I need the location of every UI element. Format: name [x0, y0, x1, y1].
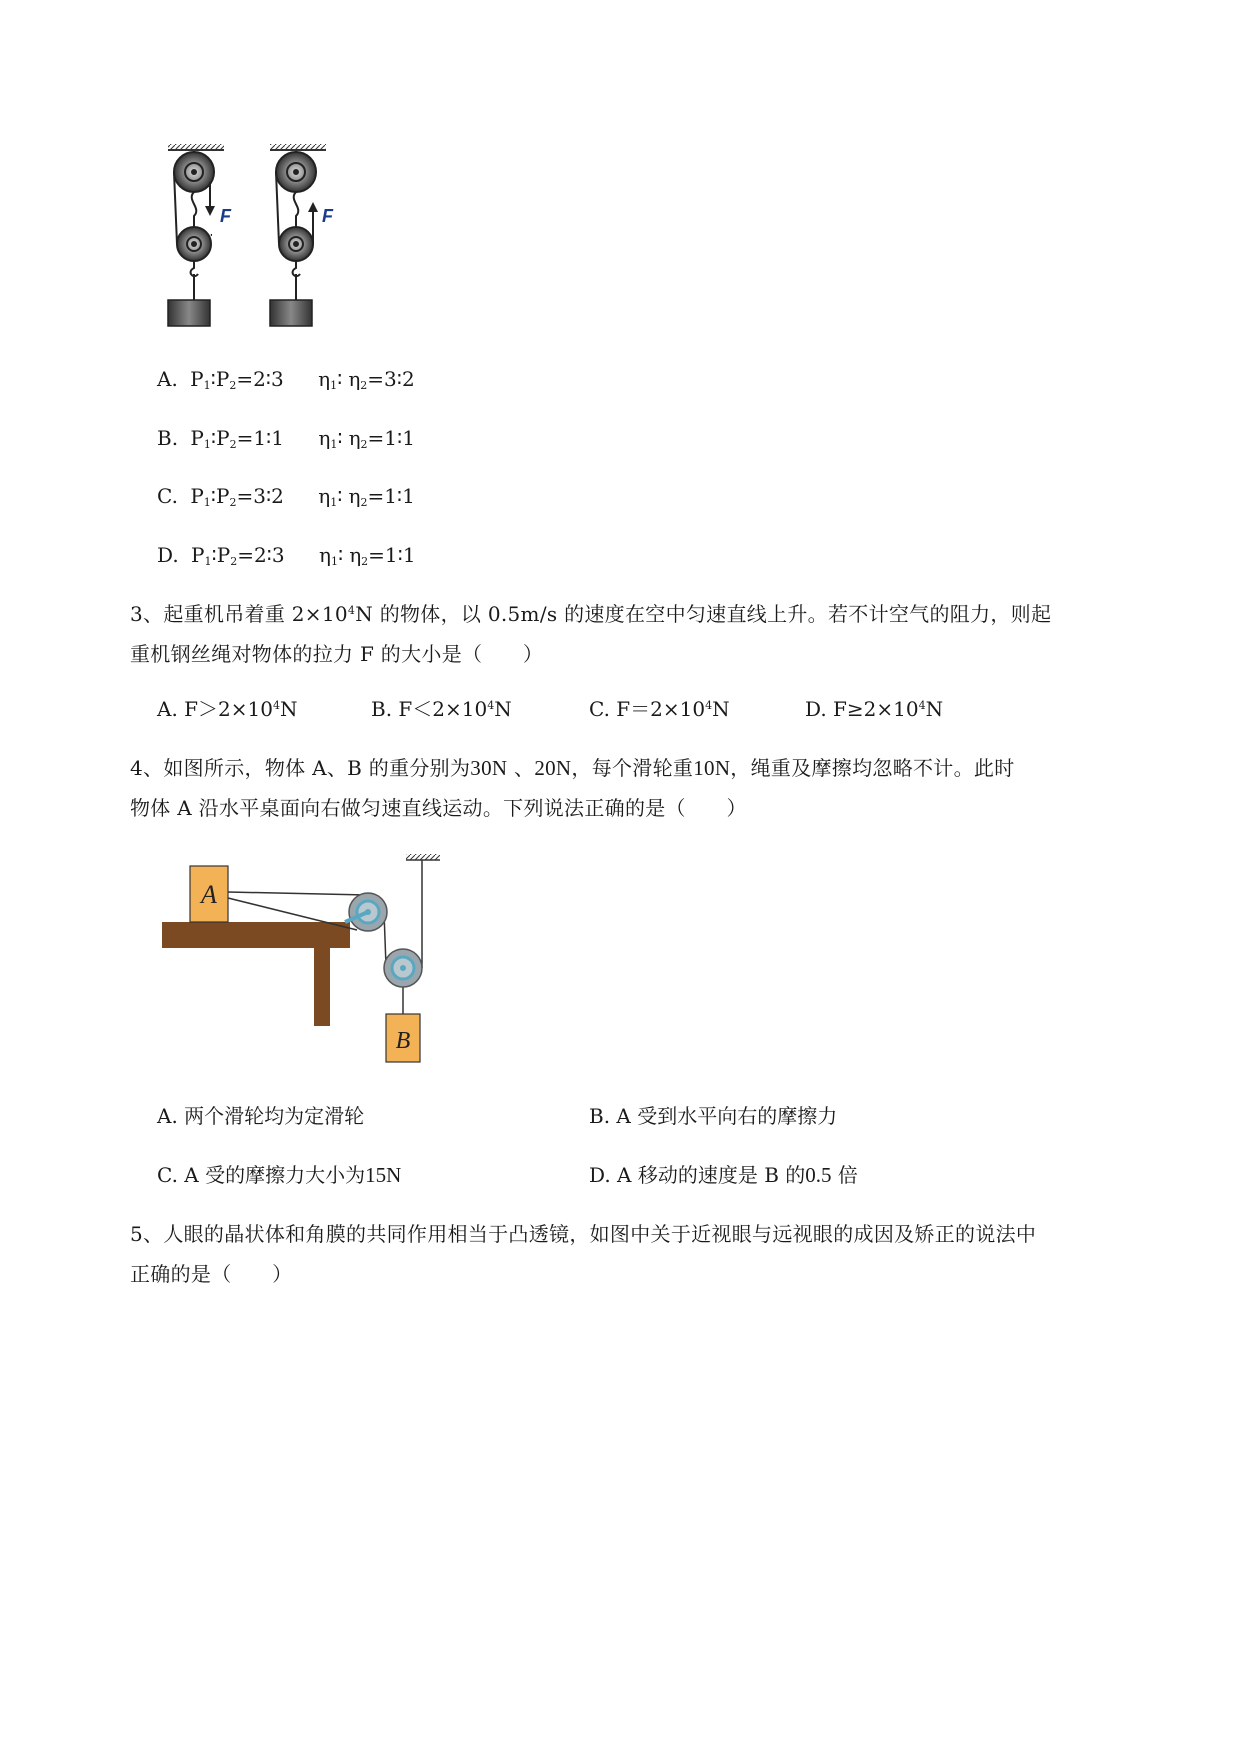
table-leg — [314, 948, 330, 1026]
q4-option-c: C. A 受的摩擦力大小为15N — [157, 1163, 402, 1187]
force-label-2: F — [322, 206, 333, 226]
q5-line1: 5、人眼的晶状体和角膜的共同作用相当于凸透镜，如图中关于近视眼与远视眼的成因及矫正的说法中 — [130, 1222, 1037, 1246]
q5-line2: 正确的是（ ） — [130, 1262, 293, 1286]
table-pulley-figure — [160, 850, 450, 1066]
q4-line2: 物体 A 沿水平桌面向右做匀速直线运动。下列说法正确的是（ ） — [130, 796, 747, 820]
q3-option-d: D. $F\ge 2\times 10^4N$ — [805, 697, 944, 721]
q3-stem — [130, 594, 1140, 674]
q4-option-b: B. A 受到水平向右的摩擦力 — [589, 1104, 838, 1128]
q2-option-c: C. $P_1∶P_2=3∶2$ $\eta_1∶$ $\eta_2=1∶1$ — [157, 484, 415, 509]
block-a-label: A — [201, 880, 217, 909]
q4-line1: 4、如图所示，物体 A、B 的重分别为30N 、20N，每个滑轮重10N，绳重及摩擦均忽略不计。此时 — [130, 756, 1015, 780]
force-label: F — [220, 206, 231, 226]
q4-stem — [130, 748, 1140, 828]
q2-option-d: D. $P_1∶P_2=2∶3$ $\eta_1∶$ $\eta_2=1∶1$ — [157, 543, 416, 568]
table-top — [162, 922, 350, 948]
pulley-system-right — [270, 144, 334, 326]
pulley-systems-figure — [160, 140, 360, 336]
q3-line2: 重机钢丝绳对物体的拉力 F 的大小是（ ） — [130, 642, 544, 666]
q5-stem — [130, 1214, 1140, 1294]
q3-line1: 3、起重机吊着重 $2\times 10^4N$ 的物体，以 0.5m/s 的速度在空中匀速直线上升。若不计空气的阻力，则起 — [130, 602, 1052, 626]
q3-option-b: B. $F<2\times 10^4N$ — [371, 697, 512, 721]
q3-option-a: A. $F>2\times 10^4N$ — [157, 697, 298, 721]
q3-option-c: C. $F=2\times 10^4N$ — [589, 697, 730, 721]
q4-option-d: D. A 移动的速度是 B 的0.5 倍 — [589, 1163, 858, 1187]
q2-option-b: B. $P_1∶P_2=1∶1$ $\eta_1∶$ $\eta_2=1∶1$ — [157, 426, 415, 451]
q4-option-a: A. 两个滑轮均为定滑轮 — [157, 1104, 365, 1128]
q2-option-a: A. $P_1∶P_2=2∶3$ $\eta_1∶$ $\eta_2=3∶2$ — [157, 367, 415, 392]
block-b-label: B — [395, 1028, 411, 1054]
pulley-system-left — [168, 144, 232, 326]
